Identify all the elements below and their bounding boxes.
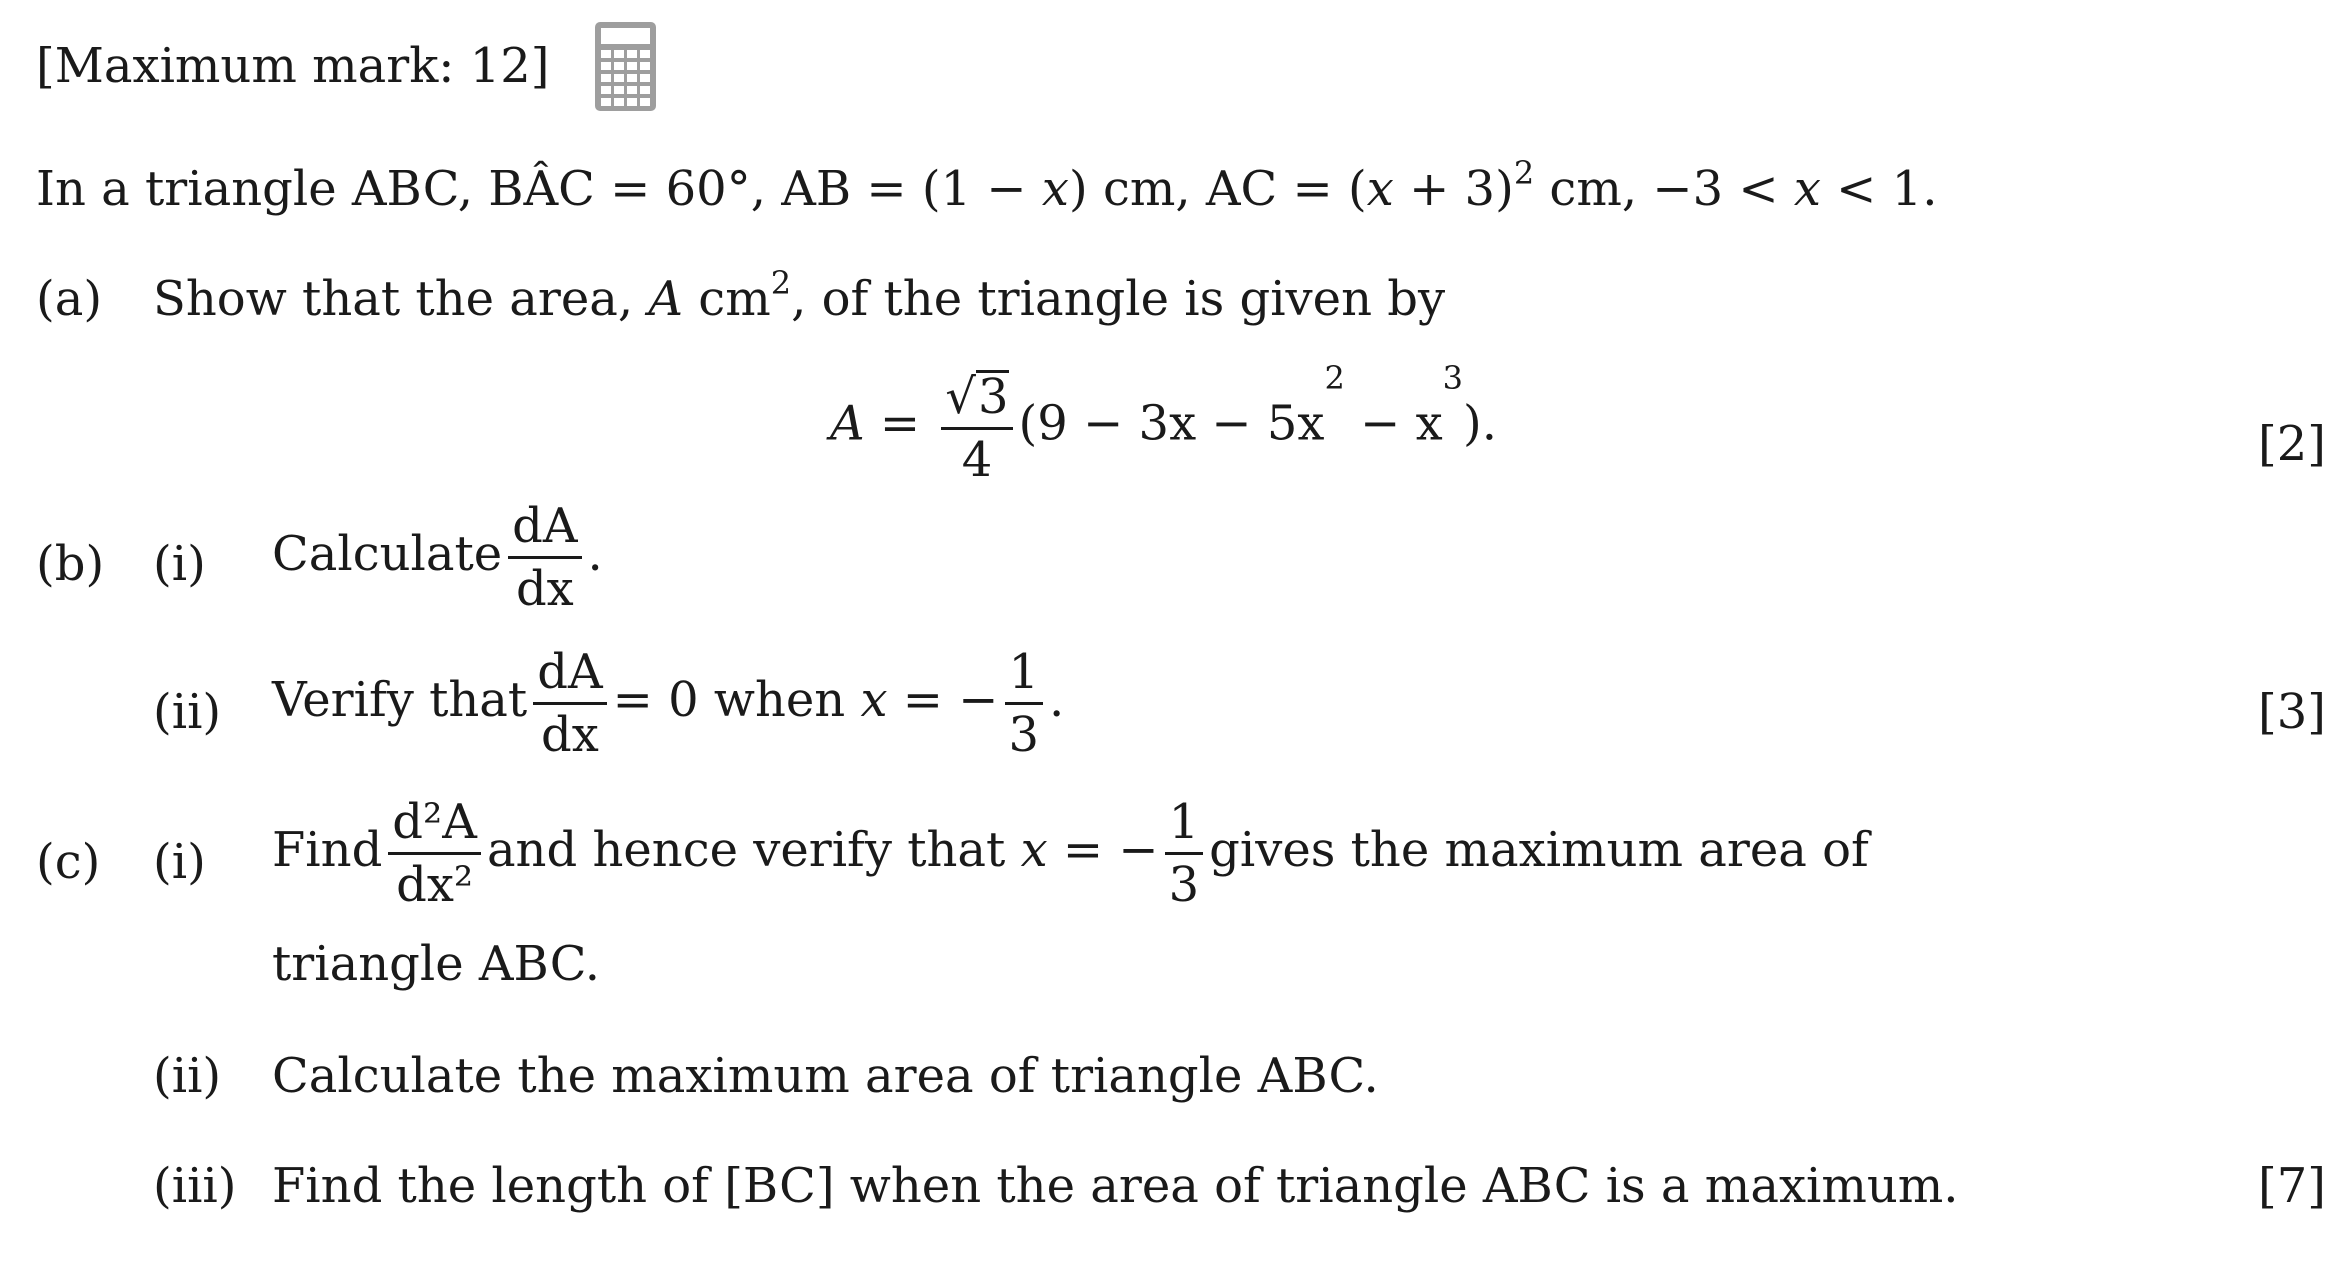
part-c-i-text: Find $\frac{\text{d²A}}{\text{dx²}}$ and hence verify that x = − $\frac{1}{3}$ gives the maximum area of: [272, 794, 1869, 913]
part-c-i-label: (i): [153, 834, 206, 890]
part-b-ii-label: (ii): [153, 684, 222, 740]
intro-line: In a triangle ABC, BÂC = 60°, AB = (1 − x) cm, AC = $(x + 3)^2$ cm, −3 < x < 1.: [36, 154, 1938, 217]
marks-c: [7]: [2258, 1158, 2326, 1214]
marks-a: [2]: [2258, 416, 2326, 472]
marks-b: [3]: [2258, 684, 2326, 740]
area-equation: A = $\frac{√3}{4}$ $(9 - 3x - 5x^2 - x^3)$.: [830, 359, 1498, 488]
part-c-ii-label: (ii): [153, 1048, 222, 1104]
calculator-icon: [593, 20, 658, 113]
part-b-i-text: Calculate $\frac{dA}{dx}$ .: [272, 498, 603, 617]
part-c-ii-text: Calculate the maximum area of triangle ABC.: [272, 1048, 1379, 1104]
part-c-label: (c): [36, 834, 101, 890]
part-b-i-label: (i): [153, 536, 206, 592]
part-a-label: (a): [36, 271, 103, 327]
max-mark: [Maximum mark: 12]: [36, 38, 550, 94]
part-b-label: (b): [36, 536, 105, 592]
part-c-iii-text: Find the length of [BC] when the area of triangle ABC is a maximum.: [272, 1158, 1959, 1214]
part-c-iii-label: (iii): [153, 1158, 237, 1214]
part-a-text: Show that the area, A $cm^2$, of the triangle is given by: [153, 264, 1446, 327]
part-c-i-line2: triangle ABC.: [272, 936, 600, 992]
part-b-ii-text: Verify that $\frac{dA}{dx}$ = 0 when x = − $\frac{1}{3}$ .: [272, 644, 1065, 763]
